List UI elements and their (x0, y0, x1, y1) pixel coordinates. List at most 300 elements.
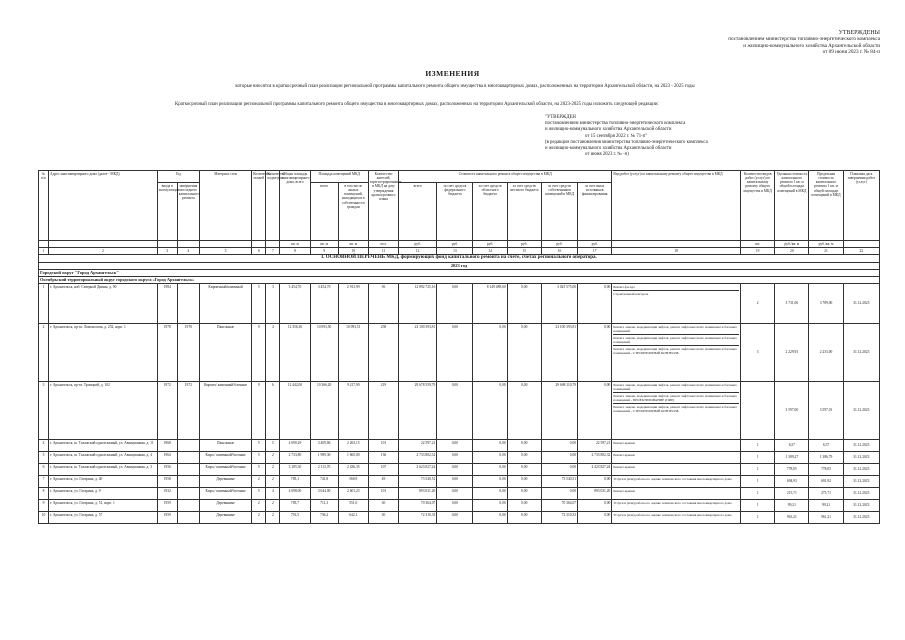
column-number: 3 (157, 248, 177, 255)
column-number-row (39, 248, 880, 255)
cell-lc: 691,92 (809, 476, 843, 488)
work-item: Ремонт крыши (613, 440, 635, 445)
cell-cx: 2 423 827,24 (578, 464, 612, 476)
cell-cr: 0,00 (473, 382, 507, 440)
cell-n: 10 (39, 512, 49, 524)
cell-dd: 31.12.2023 (843, 440, 879, 452)
table-row (39, 464, 880, 476)
table-row (39, 500, 880, 512)
cell-wc: 1 (741, 440, 775, 452)
column-number: 5 (199, 248, 251, 255)
approved-label: УТВЕРЖДЕНЫ (838, 30, 880, 36)
cell-dd: 31.12.2023 (843, 324, 879, 382)
cell-en: 2 (266, 512, 280, 524)
col-wall: Материал стен (199, 171, 251, 241)
cell-cr: 0,00 (473, 512, 507, 524)
cell-aa: 3 409,86 (310, 440, 338, 452)
cell-wc: 1 (741, 452, 775, 464)
approved-line-2: и жилищно-коммунального хозяйства Архангельской области (743, 42, 880, 49)
cell-cx: 893 031,20 (578, 488, 612, 500)
unit-cell: руб. (437, 241, 473, 248)
col-cost-other: за счет иных источников финансирования (578, 183, 612, 241)
cell-dd: 31.12.2023 (843, 476, 879, 488)
column-number: 15 (507, 248, 541, 255)
cell-cm: 0,00 (507, 284, 541, 324)
work-item: Услуги и (или) работы по оценке технического состояния многоквартирного дома (613, 476, 732, 481)
cell-lc: 6,57 (809, 440, 843, 452)
district-row (39, 277, 880, 284)
doc-intro: Краткосрочный план реализации региональной программы капитального ремонта общего имущества в многоквартирных домах, расположенных на территории Архангельской области, на 2023-2025 годы изложить следующей редакции: (175, 102, 659, 107)
col-address: Адрес многоквартирного дома (далее - МКД) (49, 171, 158, 241)
cell-en: 6 (266, 382, 280, 440)
col-deadline: Плановая дата завершения работ (услуг) (843, 171, 879, 241)
year-row (39, 263, 880, 270)
cell-aa: 10 366,20 (310, 382, 338, 440)
approve2-line-6: и жилищно-коммунального хозяйства Архангельской области (545, 146, 672, 152)
cell-yb: 1978 (157, 324, 177, 382)
cell-wc: 1 (741, 464, 775, 476)
cell-res: 49 (368, 476, 398, 488)
cell-cx: 0,00 (578, 382, 612, 440)
cell-ca: 893 031,20 (399, 488, 437, 500)
cell-co: 0,00 (541, 464, 577, 476)
col-works-count: Количество видов работ (услуг) по капитальному ремонту общего имущества в МКД (741, 171, 775, 241)
cell-cf: 0,00 (437, 464, 473, 476)
cell-co: 0,00 (541, 440, 577, 452)
cell-uc: 99,21 (775, 500, 809, 512)
cell-res: 30 (368, 512, 398, 524)
column-number: 14 (473, 248, 507, 255)
cell-uc: 778,05 (775, 464, 809, 476)
cell-co: 73 540,51 (541, 476, 577, 488)
cell-res: 101 (368, 440, 398, 452)
approval-block (640, 30, 880, 56)
work-item: Ремонт, замена, модернизация лифтов, ремонт лифтовых шахт, машинных и блочных помещений (613, 383, 739, 393)
cell-wc: 1 (741, 488, 775, 500)
col-cost-reg: за счет средств областного бюджета (473, 183, 507, 241)
cell-cr: 8 149 489,60 (473, 284, 507, 324)
cell-yd (177, 452, 199, 464)
table-row (39, 440, 880, 452)
cell-ca: 70 364,07 (399, 500, 437, 512)
cell-yd: 1978 (177, 324, 199, 382)
cell-ca: 73 540,51 (399, 476, 437, 488)
cell-uc: 1 389,27 (775, 452, 809, 464)
cell-wc: 1 (741, 476, 775, 488)
cell-wall: Панельные (199, 440, 251, 452)
cell-en: 2 (266, 464, 280, 476)
cell-addr: г. Архангельск, наб. Северной Двины, д. 90 (49, 284, 158, 324)
cell-fl: 9 (252, 382, 266, 440)
cell-cx: 2 733 802,32 (578, 452, 612, 464)
cell-wall: Панельные (199, 324, 251, 382)
cell-cx: 0,00 (578, 284, 612, 324)
col-year: Год (157, 171, 199, 183)
cell-ar: 2 436,35 (338, 464, 368, 476)
cell-wall: Деревянные (199, 476, 251, 488)
cell-aa: 2 113,70 (310, 464, 338, 476)
city-name: Городской округ "Город Архангельск" (39, 270, 880, 277)
cell-cx: 22 597,21 (578, 440, 612, 452)
cell-cr: 0,00 (473, 452, 507, 464)
unit-cell: руб./кв. м (809, 241, 843, 248)
cell-dd: 31.12.2023 (843, 464, 879, 476)
approve2-line-7: от июня 2023 г. № -п) (585, 152, 629, 158)
cell-ca: 23 100 393,81 (399, 324, 437, 382)
column-number: 16 (541, 248, 577, 255)
cell-addr: г. Архангельск, ш. Талажский одноэтажный, ул. Авиационная, д. 3 (49, 464, 158, 476)
col-residents: Количество жителей, зарегистрированных в МКД на дату утверждения краткосрочного плана (368, 171, 398, 241)
col-unit-cost: Удельная стоимость капитального ремонта 1 кв. м общей площади помещений в МКД (775, 171, 809, 241)
cell-co: 0,00 (541, 488, 577, 500)
col-n: № п/п (39, 171, 49, 241)
cell-uc: 3 731,06 (775, 284, 809, 324)
unit-cell: руб. (507, 241, 541, 248)
cell-lc: 1 386,79 (809, 452, 843, 464)
cell-aa: 10 093,50 (310, 324, 338, 382)
year-label: 2023 год (39, 263, 880, 270)
work-item: Ремонт крыши (613, 464, 635, 469)
unit-cell: руб. (473, 241, 507, 248)
col-area-res: в том числе жилых помещений, находящихся в собственности граждан (338, 183, 368, 241)
unit-cell: руб. (541, 241, 577, 248)
cell-at: 4 098,00 (280, 488, 310, 500)
cell-yb: 1984 (157, 284, 177, 324)
cell-addr: г. Архангельск, пр-кт. Троицкий, д. 102 (49, 382, 158, 440)
cell-dd: 31.12.2023 (843, 452, 879, 464)
cell-yb: 1972 (157, 382, 177, 440)
cell-addr: г. Архангельск, ш. Талажский одноэтажный, ул. Авиационная, д. 11 (49, 440, 158, 452)
cell-yd (177, 488, 199, 500)
cell-en: 2 (266, 476, 280, 488)
cell-cf: 0,00 (437, 284, 473, 324)
column-number: 9 (310, 248, 338, 255)
work-item: Ремонт, замена, модернизация лифтов, ремонт лифтовых шахт, машинных и блочных помещений (613, 325, 739, 335)
cell-cx: 0,00 (578, 476, 612, 488)
cell-ca: 12 892 725,16 (399, 284, 437, 324)
approve2-line-1: "УТВЕРЖДЕН (545, 115, 576, 120)
unit-cell: кв. м (280, 241, 310, 248)
cell-at: 3 454,70 (280, 284, 310, 324)
cell-lc: 961,21 (809, 512, 843, 524)
work-item: Ремонт фасада (613, 285, 739, 291)
table-row (39, 382, 880, 440)
cell-res: 136 (368, 452, 398, 464)
cell-cr: 0,00 (473, 488, 507, 500)
cell-uc: 961,21 (775, 512, 809, 524)
col-floors: Количество этажей (252, 171, 266, 241)
unit-cell: руб. (399, 241, 437, 248)
work-item: Ремонт крыши (613, 488, 635, 493)
table-row (39, 452, 880, 464)
cell-works (612, 464, 741, 476)
cell-fl: 2 (252, 500, 266, 512)
cell-ca: 72 310,33 (399, 512, 437, 524)
cell-lc: 3 597,01 (809, 382, 843, 440)
cell-co: 23 100 393,81 (541, 324, 577, 382)
cell-res: 107 (368, 464, 398, 476)
column-number: 1 (39, 248, 49, 255)
cell-wc: 1 (741, 500, 775, 512)
cell-co: 0,00 (541, 452, 577, 464)
cell-cx: 0,00 (578, 324, 612, 382)
cell-wall: Кирпич/ каменный/блочные (199, 382, 251, 440)
cell-yd: 1972 (177, 382, 199, 440)
cell-uc: 694,93 (775, 476, 809, 488)
cell-cf: 0,00 (437, 440, 473, 452)
cell-fl: 2 (252, 512, 266, 524)
work-item: Услуги и (или) работы по оценке технического состояния многоквартирного дома (613, 512, 732, 517)
col-year-built: ввода в эксплуатацию (157, 183, 177, 241)
cell-co: 72 310,33 (541, 512, 577, 524)
work-item: Ремонт, замена, модернизация лифтов, ремонт лифтовых шахт, машинных и блочных помещений - ПРОЕКТИРОВАНИЕ (ПИР) (613, 394, 739, 404)
cell-aa: 3 454,70 (310, 284, 338, 324)
cell-yb: 1959 (157, 512, 177, 524)
cell-ca: 2 623 827,24 (399, 464, 437, 476)
col-cost-mun: за счет средств местного бюджета (507, 183, 541, 241)
cell-works (612, 440, 741, 452)
unit-cell: руб./кв. м (775, 241, 809, 248)
cell-cr: 0,00 (473, 440, 507, 452)
doc-subtitle: которые вносятся в краткосрочный план реализации региональной программы капитального ремонта общего имущества в многоквартирных домах, расположенных на территории Архангельской области, на 2023 - 2025 годы (235, 84, 695, 89)
column-number: 6 (252, 248, 266, 255)
col-cost-fund: за счет средств федерального бюджета (437, 183, 473, 241)
cell-uc: 215,71 (775, 488, 809, 500)
cell-cf: 0,00 (437, 452, 473, 464)
cell-ar: 642,1 (338, 512, 368, 524)
table-row (39, 488, 880, 500)
cell-lc: 778,05 (809, 464, 843, 476)
cell-at: 791,5 (280, 512, 310, 524)
cell-res: 30 (368, 500, 398, 512)
cell-cm: 0,00 (507, 452, 541, 464)
cell-cf: 0,00 (437, 500, 473, 512)
cell-dd: 31.12.2023 (843, 500, 879, 512)
approved-line-1: постановлением министерства топливно-энергетического комплекса (728, 36, 880, 43)
district-name: Октябрьский территориальный округ городского округа «Город Архангельск» (39, 277, 880, 284)
cell-fl: 9 (252, 324, 266, 382)
work-item: Ремонт крыши (613, 452, 635, 457)
city-row (39, 270, 880, 277)
column-number: 4 (177, 248, 199, 255)
col-area-prem: Площадь помещений МКД (310, 171, 368, 183)
cell-cm: 0,00 (507, 476, 541, 488)
cell-en: 2 (266, 500, 280, 512)
cell-fl: 5 (252, 440, 266, 452)
cell-yb: 1932 (157, 488, 177, 500)
cell-ar: 10 093,51 (338, 324, 368, 382)
column-number: 11 (368, 248, 398, 255)
cell-cf: 0,00 (437, 382, 473, 440)
cell-aa: 3 644,00 (310, 488, 338, 500)
cell-lc: 3 789,00 (809, 284, 843, 324)
cell-wall: Кирп./ каменный/блочные (199, 452, 251, 464)
cell-res: 219 (368, 382, 398, 440)
cell-dd: 31.12.2023 (843, 488, 879, 500)
cell-n: 2 (39, 324, 49, 382)
approve2-line-2: постановлением министерства топливно-энергетического комплекса (545, 121, 686, 127)
section-row (39, 255, 880, 263)
cell-yb: 1956 (157, 464, 177, 476)
cell-en: 4 (266, 324, 280, 382)
cell-aa: 736,2 (310, 512, 338, 524)
cell-ar: 1 665,00 (338, 452, 368, 464)
cell-works (612, 452, 741, 464)
cell-fl: 5 (252, 488, 266, 500)
cell-yd (177, 500, 199, 512)
cell-fl: 5 (252, 284, 266, 324)
cell-ar: 2 263,15 (338, 440, 368, 452)
cell-wall: Кирп./ каменный/блочные (199, 464, 251, 476)
cell-works (612, 512, 741, 524)
cell-wall: Деревянные (199, 512, 251, 524)
cell-ca: 2 733 802,32 (399, 452, 437, 464)
cell-at: 12 442,00 (280, 382, 310, 440)
col-area-all: всего (310, 183, 338, 241)
cell-cm: 0,00 (507, 512, 541, 524)
cell-addr: г. Архангельск, ул. Гагарина, д. 40 (49, 476, 158, 488)
cell-res: 101 (368, 488, 398, 500)
column-number: 8 (280, 248, 310, 255)
cell-lc: 99,21 (809, 500, 843, 512)
cell-ca: 22 597,21 (399, 440, 437, 452)
cell-addr: г. Архангельск, ул. Гагарина, д. 51, корп. 1 (49, 500, 158, 512)
cell-yd (177, 512, 199, 524)
col-cost-own: за счет средств собственников помещений в МКД (541, 183, 577, 241)
cell-wall: Кирп./ каменный/блочные (199, 488, 251, 500)
cell-wc: 1 (741, 512, 775, 524)
cell-n: 6 (39, 464, 49, 476)
approved-line-3: от 09 июня 2023 г. № 84-п (822, 49, 880, 56)
cell-at: 3 185,30 (280, 464, 310, 476)
work-item: Услуги и (или) работы по оценке технического состояния многоквартирного дома (613, 500, 732, 505)
cell-ar: 2 601,23 (338, 488, 368, 500)
cell-yb: 1964 (157, 452, 177, 464)
cell-addr: г. Архангельск, пр-кт. Ломоносова, д. 252, корп. 1 (49, 324, 158, 382)
cell-ar: 551,0 (338, 500, 368, 512)
approval-block-2 (545, 115, 865, 158)
unit-cell: руб. (578, 241, 612, 248)
cell-fl: 5 (252, 464, 266, 476)
cell-cr: 0,00 (473, 464, 507, 476)
cell-cm: 0,00 (507, 440, 541, 452)
cell-n: 4 (39, 440, 49, 452)
cell-cm: 0,00 (507, 382, 541, 440)
cell-ar: 9 217,90 (338, 382, 368, 440)
cell-cr: 0,00 (473, 324, 507, 382)
cell-uc: 3 597,00 (775, 382, 809, 440)
cell-co: 70 364,07 (541, 500, 577, 512)
cell-cx: 0,00 (578, 500, 612, 512)
col-cost-all: всего (399, 183, 437, 241)
col-entrances: Количество подъездов (266, 171, 280, 241)
column-number: 13 (437, 248, 473, 255)
cell-cf: 0,00 (437, 488, 473, 500)
unit-cell: чел. (368, 241, 398, 248)
cell-dd: 31.12.2023 (843, 512, 879, 524)
cell-cr: 0,00 (473, 476, 507, 488)
cell-wc (741, 382, 775, 440)
col-area-total: Общая площадь многоквартирного дома, всего (280, 171, 310, 241)
column-number: 17 (578, 248, 612, 255)
cell-res: 56 (368, 284, 398, 324)
cell-lc: 2 233,00 (809, 324, 843, 382)
cell-wall: Кирпичный/каменный (199, 284, 251, 324)
cell-ca: 29 678 559,79 (399, 382, 437, 440)
doc-title: ИЗМЕНЕНИЯ (425, 69, 480, 78)
cell-dd: 31.12.2023 (843, 284, 879, 324)
cell-yd (177, 440, 199, 452)
cell-works (612, 476, 741, 488)
cell-en: 4 (266, 488, 280, 500)
cell-cx: 0,00 (578, 512, 612, 524)
cell-n: 7 (39, 476, 49, 488)
cell-addr: г. Архангельск, ул. Гагарина, д. 57 (49, 512, 158, 524)
section-title: I. ОСНОВНОЙ ПЕРЕЧЕНЬ МКД, формирующих фонд капитального ремонта на счете, счетах регионального оператора. (39, 255, 880, 263)
cell-aa: 741,8 (310, 476, 338, 488)
cell-works (612, 284, 741, 324)
column-number: 19 (741, 248, 775, 255)
work-item: Ремонт, замена, модернизация лифтов, ремонт лифтовых шахт, машинных и блочных помещений (613, 336, 739, 346)
col-year-done: завершения последнего капитального ремонта (177, 183, 199, 241)
cell-en: 3 (266, 284, 280, 324)
cell-yb: 1968 (157, 440, 177, 452)
cell-cm: 0,00 (507, 488, 541, 500)
cell-cf: 0,00 (437, 476, 473, 488)
col-works: Вид работ (услуг) по капитальному ремонту общего имущества в МКД (612, 171, 741, 241)
table-row (39, 476, 880, 488)
cell-uc: 2 229,93 (775, 324, 809, 382)
cell-uc: 6,57 (775, 440, 809, 452)
cell-yb: 1958 (157, 476, 177, 488)
cell-cf: 0,00 (437, 512, 473, 524)
cell-aa: 1 989,30 (310, 452, 338, 464)
col-limit-cost: Предельная стоимость капитального ремонта 1 кв. м общей площади помещений в МКД (809, 171, 843, 241)
cell-cr: 0,00 (473, 500, 507, 512)
cell-wall: Деревянные (199, 500, 251, 512)
cell-works (612, 382, 741, 440)
column-number: 22 (843, 248, 879, 255)
cell-n: 8 (39, 488, 49, 500)
column-number: 12 (399, 248, 437, 255)
cell-co: 29 608 110,79 (541, 382, 577, 440)
cell-ar: 2 913,99 (338, 284, 368, 324)
table-row (39, 284, 880, 324)
cell-at: 4 090,29 (280, 440, 310, 452)
cell-fl: 2 (252, 476, 266, 488)
plan-table (38, 170, 880, 524)
cell-cm: 0,00 (507, 500, 541, 512)
cell-n: 9 (39, 500, 49, 512)
cell-co: 3 025 575,00 (541, 284, 577, 324)
column-number: 7 (266, 248, 280, 255)
header-row-1 (39, 171, 880, 183)
cell-cf: 0,00 (437, 324, 473, 382)
cell-n: 3 (39, 382, 49, 440)
unit-cell: кв. м (310, 241, 338, 248)
column-number: 18 (612, 248, 741, 255)
cell-works (612, 488, 741, 500)
cell-works (612, 500, 741, 512)
unit-cell: шт. (741, 241, 775, 248)
units-row (39, 241, 880, 248)
cell-at: 2 733,80 (280, 452, 310, 464)
cell-wc: 3 (741, 324, 775, 382)
cell-n: 5 (39, 452, 49, 464)
cell-addr: г. Архангельск, ш. Талажский одноэтажный, ул. Авиационная, д. 4 (49, 452, 158, 464)
approve2-line-4: от 15 сентября 2022 г. № 71-п" (585, 133, 648, 139)
cell-fl: 5 (252, 452, 266, 464)
